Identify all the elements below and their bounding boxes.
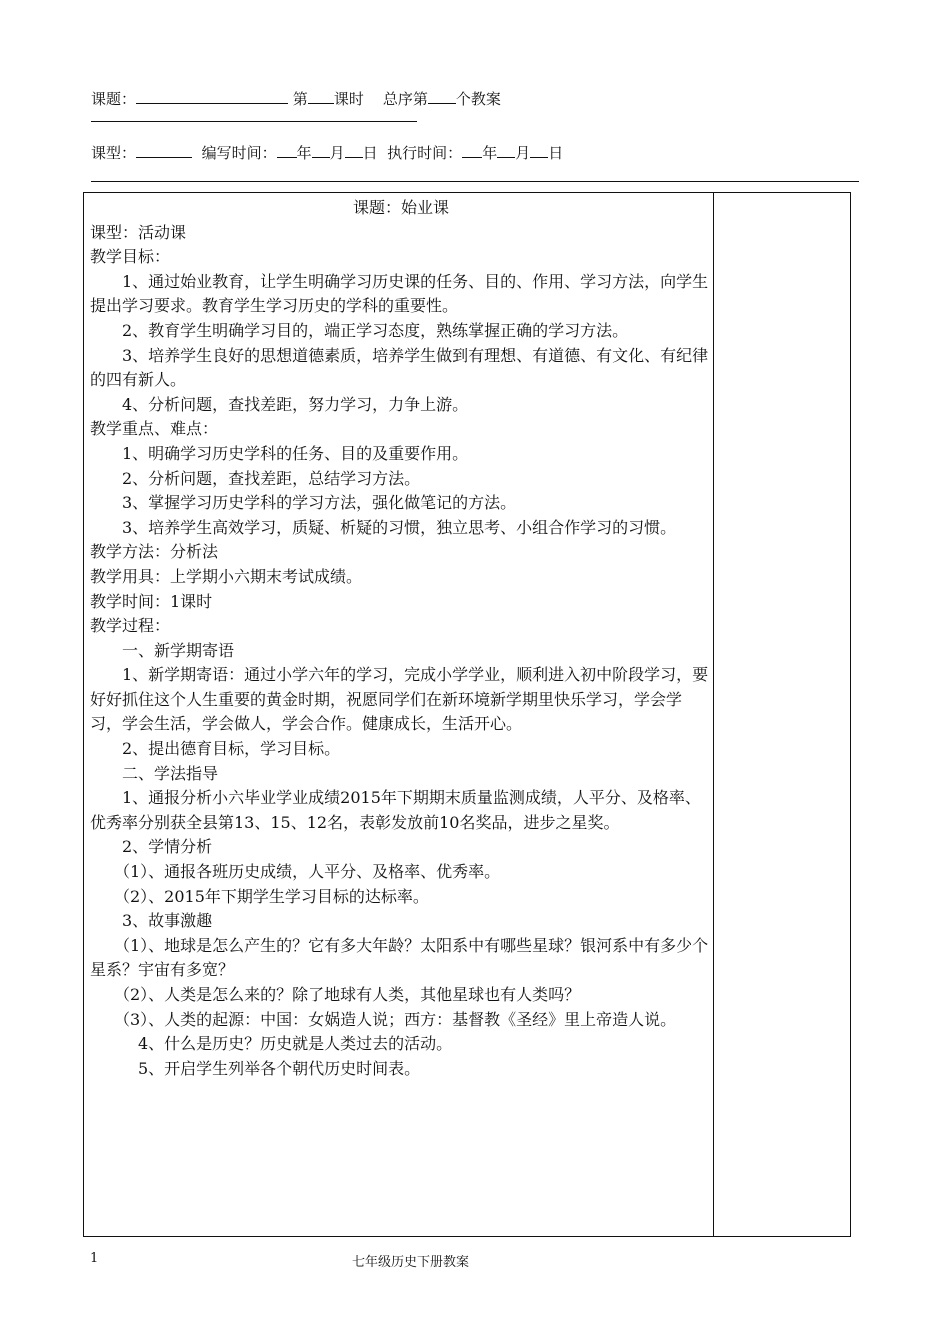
content-line: 1、新学期寄语：通过小学六年的学习，完成小学学业，顺利进入初中阶段学习，要好好抓住这个人生重要的黄金时期，祝愿同学们在新环境新学期里快乐学习，学会学习，学会生活，学会做人，学会合作。健康成长，生活开心。 xyxy=(90,665,709,734)
lesson-content xyxy=(90,196,712,1081)
write-year: 年 xyxy=(296,144,312,162)
write-day: 日 xyxy=(362,144,378,162)
write-year-blank[interactable] xyxy=(277,143,297,158)
content-line: 2、教育学生明确学习目的，端正学习态度，熟练掌握正确的学习方法。 xyxy=(90,320,629,340)
content-line: 课型：活动课 xyxy=(90,222,187,242)
lesson-lines xyxy=(90,221,712,1082)
exec-day: 日 xyxy=(548,144,564,162)
header-rule-short xyxy=(91,121,417,122)
header-line-2 xyxy=(91,142,563,163)
content-line: （2）、2015年下期学生学习目标的达标率。 xyxy=(90,886,429,906)
content-line: 教学时间：1课时 xyxy=(90,591,213,611)
type-blank[interactable] xyxy=(136,143,192,158)
order-blank[interactable] xyxy=(428,89,456,104)
exec-month: 月 xyxy=(515,144,531,162)
content-line: 1、通过始业教育，让学生明确学习历史课的任务、目的、作用、学习方法，向学生提出学习要求。教育学生学习历史的学科的重要性。 xyxy=(90,271,709,316)
exec-year-blank[interactable] xyxy=(462,143,482,158)
content-line: 教学方法：分析法 xyxy=(90,542,219,562)
write-time-label: 编写时间： xyxy=(201,144,277,162)
lesson-blank[interactable] xyxy=(308,89,334,104)
topic-label: 课题： xyxy=(91,90,137,108)
content-line: 教学过程： xyxy=(90,616,171,636)
write-month-blank[interactable] xyxy=(312,143,330,158)
lesson-title: 课题：始业课 xyxy=(352,198,449,217)
content-line: （2）、人类是怎么来的？除了地球有人类，其他星球也有人类吗？ xyxy=(90,985,581,1004)
content-line: （1）、地球是怎么产生的？它有多大年龄？太阳系中有哪些星球？银河系中有多少个星系？宇宙有多宽？ xyxy=(90,935,709,980)
order-pre: 总序第 xyxy=(382,90,428,108)
exec-year: 年 xyxy=(482,144,498,162)
header-line-1 xyxy=(91,88,501,109)
type-label: 课型： xyxy=(91,144,137,162)
content-line: （1）、通报各班历史成绩，人平分、及格率、优秀率。 xyxy=(90,862,501,882)
lesson-pre: 第 xyxy=(292,90,308,108)
content-line: 教学用具：上学期小六期末考试成绩。 xyxy=(90,566,363,586)
content-line: （3）、人类的起源：中国：女娲造人说；西方：基督教《圣经》里上帝造人说。 xyxy=(90,1009,677,1029)
write-month: 月 xyxy=(329,144,345,162)
exec-month-blank[interactable] xyxy=(497,143,515,158)
topic-blank[interactable] xyxy=(136,89,288,104)
exec-day-blank[interactable] xyxy=(530,143,548,158)
footer-title: 七年级历史下册教案 xyxy=(352,1255,470,1270)
content-line: 一、新学期寄语 xyxy=(90,640,235,660)
content-line: 3、培养学生良好的思想道德素质，培养学生做到有理想、有道德、有文化、有纪律的四有新人。 xyxy=(90,345,709,390)
page-number: 1 xyxy=(90,1251,99,1266)
header-rule-full xyxy=(91,181,859,182)
content-line: 3、掌握学习历史学科的学习方法，强化做笔记的方法。 xyxy=(90,493,517,513)
write-day-blank[interactable] xyxy=(345,143,363,158)
content-line: 1、通报分析小六毕业学业成绩2015年下期期末质量监测成绩，人平分、及格率、优秀率分别获全县第13、15、12名，表彰发放前10名奖品，进步之星奖。 xyxy=(90,788,701,832)
content-line: 5、开启学生列举各个朝代历史时间表。 xyxy=(90,1058,421,1078)
content-line: 4、什么是历史？历史就是人类过去的活动。 xyxy=(90,1034,453,1054)
content-line: 2、分析问题，查找差距，总结学习方法。 xyxy=(90,468,421,488)
content-line: 二、学法指导 xyxy=(90,763,219,783)
content-line: 3、故事激趣 xyxy=(90,911,213,931)
content-line: 2、学情分析 xyxy=(90,837,213,857)
content-line: 教学目标： xyxy=(90,247,171,267)
order-post: 个教案 xyxy=(455,90,501,108)
table-divider xyxy=(713,193,714,1236)
content-line: 教学重点、难点： xyxy=(90,419,219,439)
content-line: 4、分析问题，查找差距，努力学习，力争上游。 xyxy=(90,394,469,414)
lesson-post: 课时 xyxy=(333,90,364,108)
exec-time-label: 执行时间： xyxy=(387,144,463,162)
content-line: 2、提出德育目标，学习目标。 xyxy=(90,739,341,759)
content-line: 1、明确学习历史学科的任务、目的及重要作用。 xyxy=(90,443,469,463)
content-line: 3、培养学生高效学习，质疑、析疑的习惯，独立思考、小组合作学习的习惯。 xyxy=(90,517,677,537)
